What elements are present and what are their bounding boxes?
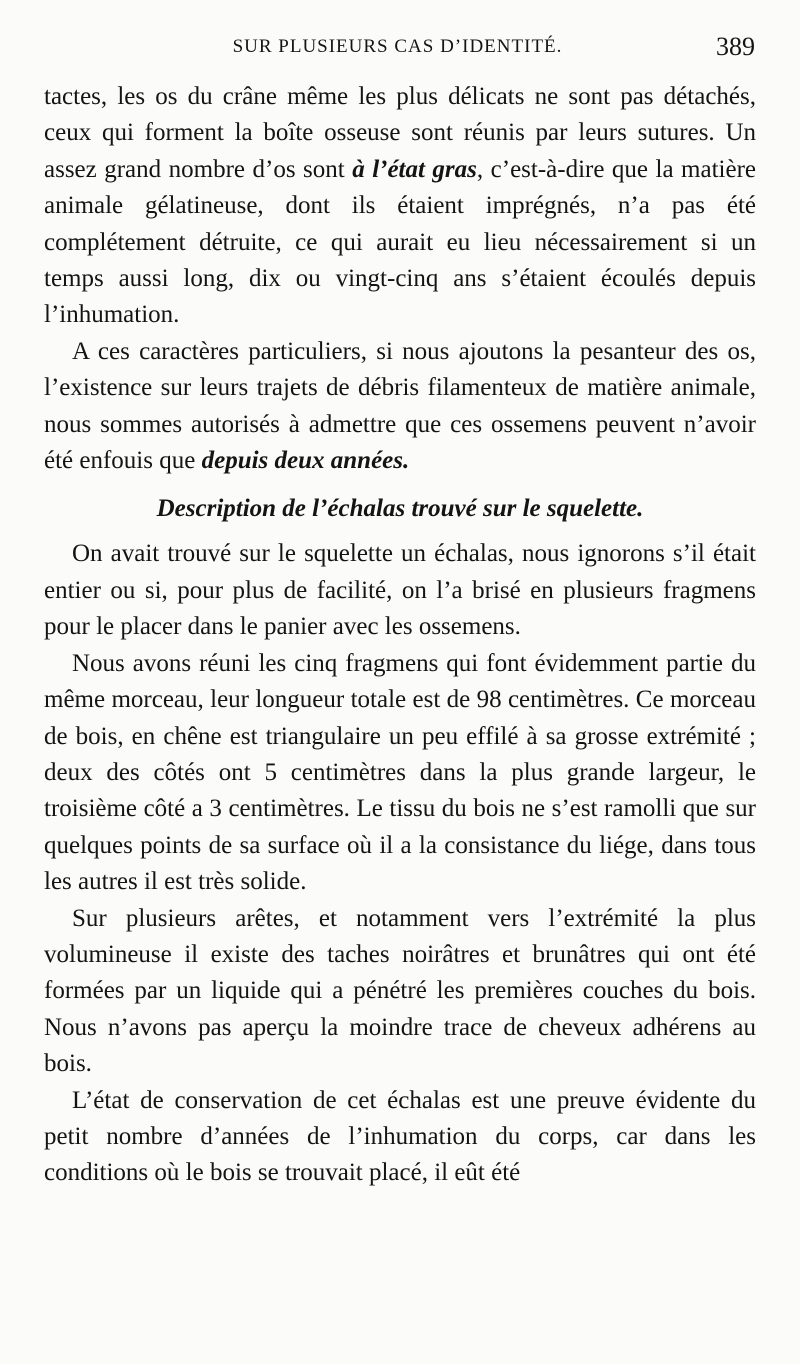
paragraph (44, 901, 756, 1083)
paragraph (44, 334, 756, 480)
paragraph (44, 1083, 756, 1192)
text-run: A ces caractères particuliers, si nous ajoutons la pesanteur des os, l’existence sur leurs trajets de débris filamenteux de matière animale, nous sommes autorisés à admettre que ces ossemens peuvent n’avoir été enfouis que (44, 337, 756, 475)
paragraph (44, 646, 756, 901)
paragraph-group-before (44, 79, 756, 479)
text-run: tactes, les os du crâne même les plus délicats ne sont pas détachés, ceux qui forment la boîte osseuse sont réunis par leurs sutures. Un assez grand nombre d’os sont (44, 83, 756, 183)
paragraph (44, 79, 756, 334)
paragraph-group-after (44, 536, 756, 1191)
section-heading: Description de l’échalas trouvé sur le squelette. (156, 495, 644, 523)
paragraph (44, 536, 756, 645)
text-run: On avait trouvé sur le squelette un échalas, nous ignorons s’il était entier ou si, pour plus de facilité, on l’a brisé en plusieurs fragmens pour le placer dans le panier avec les ossemens. (44, 540, 756, 641)
body-text (44, 79, 756, 1192)
text-run: L’état de conservation de cet échalas est une preuve évidente du petit nombre d’années de l’inhumation du corps, car dans les conditions où le bois se trouvait placé, il eût été (44, 1086, 756, 1187)
running-title: SUR PLUSIEURS CAS D’IDENTITÉ. (232, 36, 563, 57)
italic-emphasis: depuis deux années. (201, 447, 410, 475)
text-run: Nous avons réuni les cinq fragmens qui font évidemment partie du même morceau, leur longueur totale est de 98 centimètres. Ce morceau de bois, en chêne est triangulaire un peu effilé à sa grosse extrémité ; deux des côtés ont 5 centimètres dans la plus grande largeur, le troisième côté a 3 centimètres. Le tissu du bois ne s’est ramolli que sur quelques points de sa surface où il a la consistance du liége, dans tous les autres il est très solide. (44, 649, 756, 896)
page-header (40, 30, 755, 70)
text-run: Sur plusieurs arêtes, et notamment vers l’extrémité la plus volumineuse il existe des taches noirâtres et brunâtres qui ont été formées par un liquide qui a pénétré les premières couches du bois. Nous n’avons pas aperçu la moindre trace de cheveux adhérens au bois. (44, 904, 756, 1078)
page-number: 389 (716, 32, 755, 61)
text-run: , c’est-à-dire que la matière animale gélatineuse, dont ils étaient imprégnés, n’a pas été complétement détruite, ce qui aurait eu lieu nécessairement si un temps aussi long, dix ou vingt-cinq ans s’étaient écoulés depuis l’inhumation. (44, 155, 757, 329)
italic-emphasis: à l’état gras (352, 155, 477, 183)
